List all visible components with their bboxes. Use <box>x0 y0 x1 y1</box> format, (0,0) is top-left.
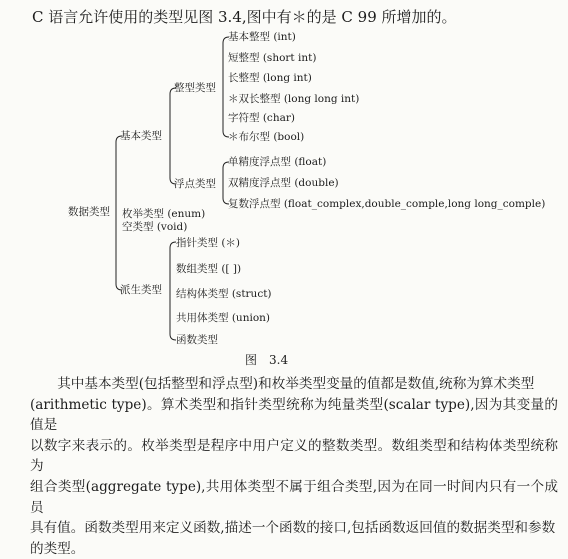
basic-bracket <box>170 88 176 184</box>
node-void: 空类型 (void) <box>122 221 188 233</box>
node-array: 数组类型 ([ ]) <box>176 263 242 275</box>
paragraph-line: 以数字来表示的。枚举类型是程序中用户定义的整数类型。数组类型和结构体类型统称为 <box>30 437 558 475</box>
node-float: 单精度浮点型 (float) <box>228 156 327 168</box>
body-paragraph <box>30 374 558 559</box>
node-function: 函数类型 <box>176 334 218 346</box>
node-char: 字符型 (char) <box>228 112 295 124</box>
node-enum: 枚举类型 (enum) <box>122 208 206 220</box>
intro-text: C 语言允许使用的类型见图 3.4,图中有＊的是 C 99 所增加的。 <box>32 8 457 26</box>
node-union: 共用体类型 (union) <box>176 312 270 324</box>
node-double: 双精度浮点型 (double) <box>228 177 339 189</box>
paragraph-line: 组合类型(aggregate type),共用体类型不属于组合类型,因为在同一时间内只有一个成员 <box>30 478 558 516</box>
node-data-types: 数据类型 <box>68 206 110 218</box>
node-complex: 复数浮点型 (float_complex,double_comple,long long_comple) <box>228 198 546 210</box>
node-bool: ＊布尔型 (bool) <box>228 131 305 143</box>
paragraph-line: 的类型。 <box>30 540 85 557</box>
paragraph-line: 其中基本类型(包括整型和浮点型)和枚举类型变量的值都是数值,统称为算术类型 <box>57 376 535 392</box>
node-long-long-int: ＊双长整型 (long long int) <box>228 93 360 105</box>
node-derived-types: 派生类型 <box>120 284 162 296</box>
node-int: 基本整型 (int) <box>228 31 296 43</box>
node-long-int: 长整型 (long int) <box>228 72 312 84</box>
node-integer-types: 整型类型 <box>174 82 216 94</box>
node-struct: 结构体类型 (struct) <box>176 288 272 300</box>
paragraph-line: (arithmetic type)。算术类型和指针类型统称为纯量类型(scalar type),因为其变量的值是 <box>30 396 558 434</box>
node-short-int: 短整型 (short int) <box>228 52 317 64</box>
node-pointer: 指针类型 (＊) <box>176 237 241 249</box>
paragraph-line: 具有值。函数类型用来定义函数,描述一个函数的接口,包括函数返回值的数据类型和参数 <box>30 520 556 537</box>
node-float-types: 浮点类型 <box>174 178 216 190</box>
figure-caption: 图 3.4 <box>245 353 289 367</box>
node-basic-types: 基本类型 <box>120 130 162 142</box>
